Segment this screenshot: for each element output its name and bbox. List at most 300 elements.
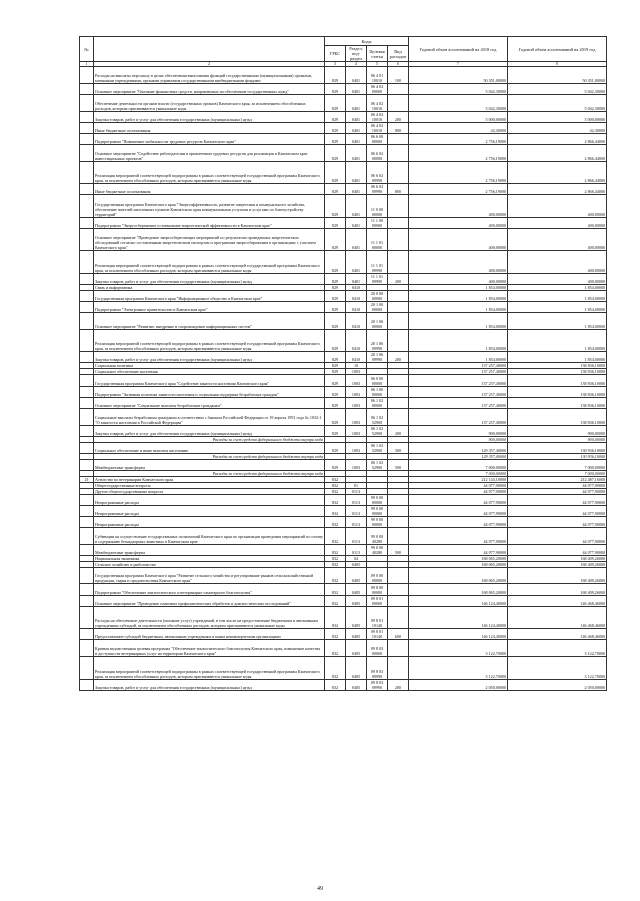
cell-n (80, 83, 94, 94)
cell-g: 829 (325, 352, 346, 363)
cell-v (388, 584, 409, 595)
cell-s: 0405 (346, 629, 367, 640)
cell-n (80, 228, 94, 250)
cell-g: 832 (325, 544, 346, 555)
cell-a: 2 756,19000 (409, 145, 508, 162)
table-row (80, 67, 607, 84)
cell-s: 1003 (346, 375, 367, 386)
cell-c: 09 0 00 00000 (367, 567, 388, 584)
cell-g: 829 (325, 302, 346, 313)
cell-a: 168 065,20000 (409, 567, 508, 584)
table-row (80, 657, 607, 679)
table-row (80, 459, 607, 470)
cell-b: 5 000,00000 (508, 111, 607, 122)
cell-s: 0401 (346, 83, 367, 94)
cell-s: 0401 (346, 145, 367, 162)
cell-s: 0401 (346, 195, 367, 217)
cell-a: 400,00000 (409, 251, 508, 273)
table-row (80, 494, 607, 505)
cell-c: 06 1 00 00000 (367, 386, 388, 397)
cell-s: 0410 (346, 352, 367, 363)
cell-g: 829 (325, 251, 346, 273)
cell-v: 100 (388, 67, 409, 84)
cell-s: 0401 (346, 161, 367, 183)
cell-n (80, 595, 94, 606)
cell-n (80, 273, 94, 284)
cell-n (80, 544, 94, 555)
table-row (80, 352, 607, 363)
table-row (80, 516, 607, 527)
cell-n (80, 567, 94, 584)
cell-c: 06 1 02 52900 (367, 459, 388, 470)
cell-s: 0401 (346, 111, 367, 122)
colnum: 3 (325, 62, 346, 67)
cell-b: 400,00000 (508, 273, 607, 284)
cell-v: 200 (388, 352, 409, 363)
cell-s: 0405 (346, 595, 367, 606)
cell-g: 829 (325, 290, 346, 301)
cell-g: 832 (325, 476, 346, 482)
cell-b: 900,00000 (508, 436, 607, 442)
header-2019: Годовой объем ассигнований на 2019 год (508, 37, 607, 62)
cell-c: 06 4 02 10010 (367, 111, 388, 122)
cell-g: 832 (325, 567, 346, 584)
cell-a: 137 257,40000 (409, 408, 508, 425)
table-row (80, 505, 607, 516)
cell-v (388, 567, 409, 584)
header-num: № (80, 37, 94, 62)
cell-t: Государственная программа Камчатского края "Содействие занятости населения Камчатского края" (94, 375, 325, 386)
cell-a: 5 042,30000 (409, 83, 508, 94)
cell-g: 829 (325, 329, 346, 351)
cell-t: Основное мероприятие "Содействие работодателям в привлечении трудовых ресурсов для реализации в Камчатском крае инвестиционных проектов" (94, 145, 325, 162)
cell-s: 0401 (346, 217, 367, 228)
cell-n (80, 679, 94, 690)
cell-b: 130 936,10000 (508, 453, 607, 459)
cell-b: 168 409,26000 (508, 555, 607, 561)
table-row (80, 133, 607, 144)
cell-s: 0401 (346, 94, 367, 111)
cell-s: 1003 (346, 442, 367, 453)
cell-a: 400,00000 (409, 273, 508, 284)
cell-v (388, 251, 409, 273)
cell-g: 829 (325, 442, 346, 453)
cell-n (80, 184, 94, 195)
cell-b: 138 836,10000 (508, 375, 607, 386)
cell-t: Основное мероприятие "Социальные выплаты безработным гражданам" (94, 397, 325, 408)
budget-document (79, 36, 607, 691)
cell-v (388, 397, 409, 408)
cell-v: 300 (388, 442, 409, 453)
cell-c: 99 0 00 00000 (367, 494, 388, 505)
cell-t: Основное мероприятие "Оказание финансовых средств, направленных на обеспечение государственных нужд" (94, 83, 325, 94)
cell-n (80, 195, 94, 217)
table-row (80, 679, 607, 690)
cell-n (80, 111, 94, 122)
cell-a: 42,30000 (409, 122, 508, 133)
cell-a: 3 122,70000 (409, 657, 508, 679)
cell-c: 99 0 00 00000 (367, 516, 388, 527)
cell-c: 20 1 00 00000 (367, 302, 388, 313)
cell-b: 5 042,30000 (508, 83, 607, 94)
cell-b: 1 854,00000 (508, 290, 607, 301)
cell-v (388, 640, 409, 657)
cell-c: 09 8 03 09990 (367, 657, 388, 679)
cell-s: 0405 (346, 679, 367, 690)
table-row (80, 386, 607, 397)
cell-b: 2 866,44000 (508, 145, 607, 162)
cell-t: Подпрограмма "Электронное правительство в Камчатском крае" (94, 302, 325, 313)
table-row (80, 375, 607, 386)
cell-a: 1 854,00000 (409, 313, 508, 330)
cell-n (80, 329, 94, 351)
cell-t: Агентство по ветеринарии Камчатского края (94, 476, 325, 482)
cell-c: 09 8 01 00000 (367, 595, 388, 606)
table-row (80, 94, 607, 111)
cell-c: 09 8 01 10140 (367, 606, 388, 628)
cell-v (388, 494, 409, 505)
cell-g: 829 (325, 459, 346, 470)
cell-s: 0401 (346, 184, 367, 195)
cell-t: Непрограммные расходы (94, 516, 325, 527)
cell-a: 2 050,00000 (409, 679, 508, 690)
header-2018: Годовой объем ассигнований на 2018 год (409, 37, 508, 62)
cell-a: 44 077,90000 (409, 516, 508, 527)
cell-t: Субвенции на осуществление государственных полномочий Камчатского края по организации проведения мероприятий по отлову и содержанию безнадзорных животных в Камчатском крае (94, 527, 325, 544)
cell-c: 11 1 01 09990 (367, 273, 388, 284)
cell-c: 06 1 02 00000 (367, 397, 388, 408)
cell-g: 829 (325, 425, 346, 436)
cell-s: 0410 (346, 284, 367, 290)
cell-a: 44 077,90000 (409, 544, 508, 555)
cell-a: 137 257,40000 (409, 363, 508, 369)
cell-a: 129 357,40000 (409, 442, 508, 453)
cell-s: 0401 (346, 273, 367, 284)
cell-v: 500 (388, 459, 409, 470)
colnum: 7 (409, 62, 508, 67)
header-grbs: ГРБС (325, 46, 346, 62)
cell-n (80, 94, 94, 111)
cell-s: 0113 (346, 488, 367, 494)
cell-v (388, 94, 409, 111)
cell-n (80, 302, 94, 313)
cell-a: 44 077,90000 (409, 527, 508, 544)
cell-t: Расходы на выплаты персоналу в целях обеспечения выполнения функций государственными (муниципальными) органами, казенными учреждениями, органами управления государственными внебюджетными фондами (94, 67, 325, 84)
cell-n (80, 505, 94, 516)
cell-s: 0405 (346, 567, 367, 584)
cell-n (80, 352, 94, 363)
cell-b: 900,00000 (508, 425, 607, 436)
cell-n (80, 657, 94, 679)
colnum: 1 (80, 62, 94, 67)
table-row (80, 217, 607, 228)
cell-c: 06 1 02 52900 (367, 442, 388, 453)
header-target: Целевая статья (367, 46, 388, 62)
table-body (80, 67, 607, 691)
cell-b: 146 468,46000 (508, 606, 607, 628)
cell-n (80, 386, 94, 397)
cell-c: 11 1 00 00000 (367, 217, 388, 228)
cell-t: Социальное обеспечение населения (94, 369, 325, 375)
colnum: 6 (388, 62, 409, 67)
cell-v (388, 329, 409, 351)
cell-c: 99 0 00 00000 (367, 505, 388, 516)
cell-a: 44 077,90000 (409, 505, 508, 516)
cell-s: 1003 (346, 369, 367, 375)
cell-v (388, 516, 409, 527)
cell-t: Закупка товаров, работ и услуг для обеспечения государственных (муниципальных) нужд (94, 273, 325, 284)
cell-t: Обеспечение деятельности органов власти (государственных органов) Камчатского края, за исключением обособленных расходов, которым присваиваются уникальные коды (94, 94, 325, 111)
cell-t: Подпрограмма "Энергосбережение и повышение энергетической эффективности в Камчатском крае" (94, 217, 325, 228)
cell-n (80, 397, 94, 408)
cell-t: Предоставление субсидий бюджетным, автономным учреждениям и иным некоммерческим организациям (94, 629, 325, 640)
cell-a: 2 756,19000 (409, 133, 508, 144)
cell-t: Расходы за счет средств федерального бюджета внутри кода (94, 470, 325, 476)
cell-g: 829 (325, 94, 346, 111)
cell-b: 400,00000 (508, 251, 607, 273)
cell-t: Социальное обеспечение и иные выплаты населению (94, 442, 325, 453)
cell-g: 832 (325, 629, 346, 640)
cell-t: Закупка товаров, работ и услуг для обеспечения государственных (муниципальных) нужд (94, 352, 325, 363)
cell-n (80, 640, 94, 657)
cell-v (388, 195, 409, 217)
cell-g: 829 (325, 133, 346, 144)
cell-n (80, 494, 94, 505)
cell-v (388, 302, 409, 313)
cell-a: 146 124,40000 (409, 629, 508, 640)
table-row (80, 567, 607, 584)
cell-s: 0113 (346, 516, 367, 527)
cell-b: 44 077,90000 (508, 482, 607, 488)
cell-c: 11 1 01 09990 (367, 251, 388, 273)
cell-t: Государственная программа Камчатского края "Информационное общество в Камчатском крае" (94, 290, 325, 301)
cell-t: Государственная программа Камчатского края "Развитие сельского хозяйства и регулирование рынков сельскохозяйственной продукции, сырья и продовольствия Камчатского края" (94, 567, 325, 584)
cell-s: 10 (346, 363, 367, 369)
cell-n (80, 122, 94, 133)
cell-g: 829 (325, 184, 346, 195)
cell-s: 0410 (346, 313, 367, 330)
table-row (80, 145, 607, 162)
cell-n (80, 425, 94, 436)
cell-c: 06 4 02 10010 (367, 94, 388, 111)
cell-g: 829 (325, 408, 346, 425)
table-row (80, 425, 607, 436)
cell-a: 44 077,90000 (409, 494, 508, 505)
cell-b: 44 077,90000 (508, 494, 607, 505)
cell-t: Иные бюджетные ассигнования (94, 184, 325, 195)
cell-a: 168 065,20000 (409, 555, 508, 561)
cell-v: 200 (388, 273, 409, 284)
cell-b: 3 122,70000 (508, 657, 607, 679)
cell-b: 138 836,10000 (508, 363, 607, 369)
cell-t: Связь и информатика (94, 284, 325, 290)
cell-v (388, 657, 409, 679)
cell-b: 1 854,00000 (508, 284, 607, 290)
cell-s: 0410 (346, 302, 367, 313)
cell-g: 832 (325, 482, 346, 488)
cell-t: Подпрограмма "Обеспечение эпизоотического и ветеринарно-санитарного благополучия" (94, 584, 325, 595)
cell-v (388, 313, 409, 330)
cell-a: 5 000,00000 (409, 111, 508, 122)
cell-b: 168 409,26000 (508, 584, 607, 595)
cell-n (80, 442, 94, 453)
table-row (80, 273, 607, 284)
cell-t: Социальные выплаты безработным гражданам в соответствии с Законом Российской Федерации от 19 апреля 1991 года № 1032-1 "О занятости населения в Российской Федерации" (94, 408, 325, 425)
cell-a: 400,00000 (409, 228, 508, 250)
cell-c: 06 4 02 10010 (367, 122, 388, 133)
cell-n (80, 408, 94, 425)
cell-v (388, 217, 409, 228)
cell-a: 5 042,30000 (409, 94, 508, 111)
cell-s: 0401 (346, 251, 367, 273)
cell-c: 99 0 00 40280 (367, 527, 388, 544)
cell-c: 11 1 01 00000 (367, 228, 388, 250)
cell-a: 146 124,40000 (409, 595, 508, 606)
cell-a: 1 854,00000 (409, 302, 508, 313)
cell-c: 06 6 02 09990 (367, 184, 388, 195)
cell-g: 829 (325, 195, 346, 217)
cell-b: 2 866,44000 (508, 161, 607, 183)
colnum: 2 (94, 62, 325, 67)
cell-g: 832 (325, 488, 346, 494)
cell-n (80, 290, 94, 301)
cell-g: 829 (325, 313, 346, 330)
cell-b: 44 077,90000 (508, 527, 607, 544)
cell-b: 168 409,26000 (508, 567, 607, 584)
cell-v (388, 386, 409, 397)
cell-g: 829 (325, 145, 346, 162)
cell-c: 06 4 01 10010 (367, 67, 388, 84)
cell-t: Основное мероприятие "Проведение плановых профилактических обработок и диагностических исследований" (94, 595, 325, 606)
cell-a: 129 357,40000 (409, 453, 508, 459)
table-row (80, 584, 607, 595)
cell-v: 500 (388, 544, 409, 555)
cell-b: 2 050,00000 (508, 679, 607, 690)
cell-n (80, 161, 94, 183)
cell-t: Общегосударственные вопросы (94, 482, 325, 488)
cell-b: 400,00000 (508, 195, 607, 217)
cell-s: 1003 (346, 425, 367, 436)
cell-s: 0401 (346, 67, 367, 84)
cell-a: 900,00000 (409, 425, 508, 436)
cell-g: 829 (325, 386, 346, 397)
cell-b: 168 409,26000 (508, 561, 607, 567)
table-row (80, 442, 607, 453)
cell-g: 829 (325, 228, 346, 250)
cell-s: 0401 (346, 133, 367, 144)
table-row (80, 122, 607, 133)
table-row (80, 83, 607, 94)
cell-s: 0405 (346, 657, 367, 679)
cell-s: 1003 (346, 459, 367, 470)
cell-t: Закупка товаров, работ и услуг для обеспечения государственных (муниципальных) нужд (94, 425, 325, 436)
cell-n (80, 133, 94, 144)
cell-t: Закупка товаров, работ и услуг для обеспечения государственных (муниципальных) нужд (94, 679, 325, 690)
cell-a: 137 257,40000 (409, 397, 508, 408)
cell-v (388, 606, 409, 628)
cell-c: 09 8 03 00000 (367, 640, 388, 657)
cell-b: 5 042,30000 (508, 94, 607, 111)
cell-b: 146 468,46000 (508, 629, 607, 640)
cell-n (80, 459, 94, 470)
cell-v (388, 145, 409, 162)
cell-v (388, 505, 409, 516)
budget-table (79, 36, 607, 691)
cell-s: 01 (346, 482, 367, 488)
cell-t: Сельское хозяйство и рыболовство (94, 561, 325, 567)
page-number: 49 (317, 886, 323, 892)
table-row (80, 527, 607, 544)
cell-b: 138 836,10000 (508, 397, 607, 408)
cell-b: 44 077,90000 (508, 505, 607, 516)
table-row (80, 184, 607, 195)
cell-a: 900,00000 (409, 436, 508, 442)
cell-n (80, 67, 94, 84)
cell-n (80, 375, 94, 386)
cell-s: 0410 (346, 290, 367, 301)
cell-v (388, 133, 409, 144)
cell-t: Реализация мероприятий соответствующей подпрограммы в рамках соответствующей государственной программы Камчатского края, за исключением обособленных расходов, которым присваиваются уникальные коды (94, 329, 325, 351)
table-row (80, 195, 607, 217)
cell-a: 3 122,70000 (409, 640, 508, 657)
cell-a: 7 000,00000 (409, 470, 508, 476)
header-codes: Коды (325, 37, 409, 46)
cell-t: Реализация мероприятий соответствующей подпрограммы в рамках соответствующей государственной программы Камчатского края, за исключением обособленных расходов, которым присваиваются уникальные коды (94, 161, 325, 183)
cell-b: 212 487,16000 (508, 476, 607, 482)
cell-g: 829 (325, 397, 346, 408)
cell-g: 829 (325, 217, 346, 228)
cell-t: Расходы за счет средств федерального бюджета внутри кода (94, 436, 325, 442)
table-row (80, 544, 607, 555)
cell-g: 832 (325, 584, 346, 595)
cell-b: 1 854,00000 (508, 352, 607, 363)
cell-b: 1 854,00000 (508, 329, 607, 351)
cell-v: 800 (388, 122, 409, 133)
cell-c: 06 6 02 00000 (367, 145, 388, 162)
cell-g: 829 (325, 122, 346, 133)
cell-n: 21 (80, 476, 94, 482)
cell-g: 832 (325, 640, 346, 657)
cell-b: 2 866,44000 (508, 184, 607, 195)
cell-c: 06 4 02 00000 (367, 83, 388, 94)
cell-n (80, 527, 94, 544)
cell-s: 0410 (346, 329, 367, 351)
cell-b: 138 836,10000 (508, 386, 607, 397)
cell-g: 829 (325, 375, 346, 386)
cell-s: 0405 (346, 561, 367, 567)
cell-s: 0405 (346, 640, 367, 657)
cell-a: 168 065,20000 (409, 561, 508, 567)
cell-c: 09 8 00 00000 (367, 584, 388, 595)
cell-s: 0401 (346, 228, 367, 250)
cell-c: 06 1 02 52900 (367, 425, 388, 436)
cell-a: 146 124,40000 (409, 606, 508, 628)
cell-b: 44 077,90000 (508, 516, 607, 527)
table-row (80, 313, 607, 330)
cell-b: 7 000,00000 (508, 459, 607, 470)
cell-v (388, 161, 409, 183)
cell-b: 44 077,90000 (508, 488, 607, 494)
cell-t: Расходы на обеспечение деятельности (оказание услуг) учреждений, в том числе на предоставление бюджетным и автономным учреждениям субсидий, за исключением обособленных расходов, которым присваиваются уникальные коды (94, 606, 325, 628)
colnum: 8 (508, 62, 607, 67)
cell-a: 1 854,00000 (409, 284, 508, 290)
cell-c: 99 0 00 40280 (367, 544, 388, 555)
cell-a: 137 257,40000 (409, 369, 508, 375)
cell-g: 832 (325, 657, 346, 679)
colnum: 5 (367, 62, 388, 67)
cell-b: 1 854,00000 (508, 313, 607, 330)
cell-n (80, 629, 94, 640)
